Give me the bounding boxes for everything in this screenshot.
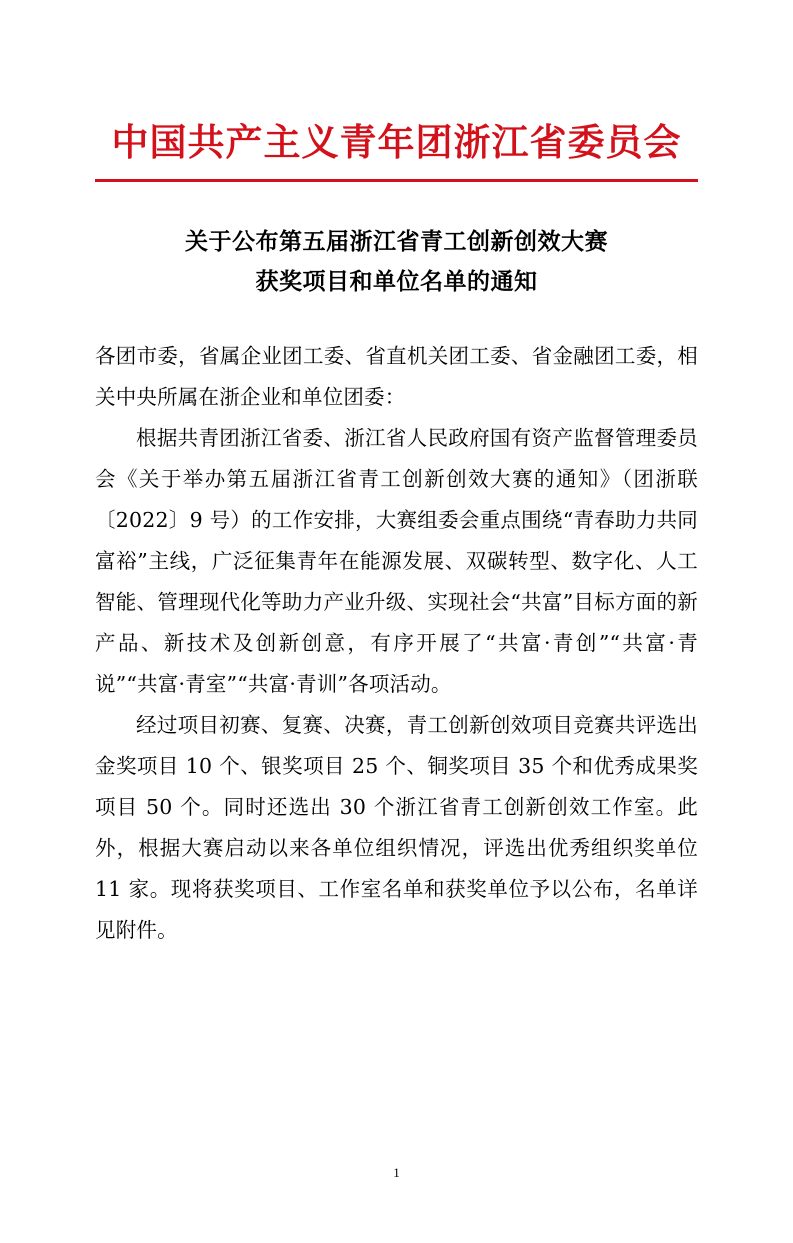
masthead-divider: [95, 179, 698, 182]
paragraph-background: 根据共青团浙江省委、浙江省人民政府国有资产监督管理委员会《关于举办第五届浙江省青工创新创效大赛的通知》（团浙联〔2022〕9 号）的工作安排，大赛组委会重点围绕“青春助力共同富裕”主线，广泛征集青年在能源发展、双碳转型、数字化、人工智能、管理现代化等助力产业升级、实现社会“共富”目标方面的新产品、新技术及创新创意，有序开展了“共富·青创”“共富·青说”“共富·青室”“共富·青训”各项活动。: [95, 426, 698, 697]
document-title-line-2: 获奖项目和单位名单的通知: [255, 267, 538, 295]
page-number: 1: [393, 1165, 400, 1180]
masthead-title: 中国共产主义青年团浙江省委员会: [111, 120, 682, 164]
paragraph-salutation: 各团市委，省属企业团工委、省直机关团工委、省金融团工委，相关中央所属在浙企业和单位团委：: [95, 344, 698, 410]
document-title: [95, 222, 698, 303]
document-page: [0, 122, 793, 1243]
paragraph-results: 经过项目初赛、复赛、决赛，青工创新创效项目竞赛共评选出金奖项目 10 个、银奖项目 25 个、铜奖项目 35 个和优秀成果奖项目 50 个。同时还选出 30 个浙江省青工创新创效工作室。此外，根据大赛启动以来各单位组织情况，评选出优秀组织奖单位 11 家。现将获奖项目、工作室名单和获奖单位予以公布，名单详见附件。: [95, 713, 698, 943]
document-body: [95, 336, 698, 951]
document-title-line-1: 关于公布第五届浙江省青工创新创效大赛: [185, 227, 608, 255]
